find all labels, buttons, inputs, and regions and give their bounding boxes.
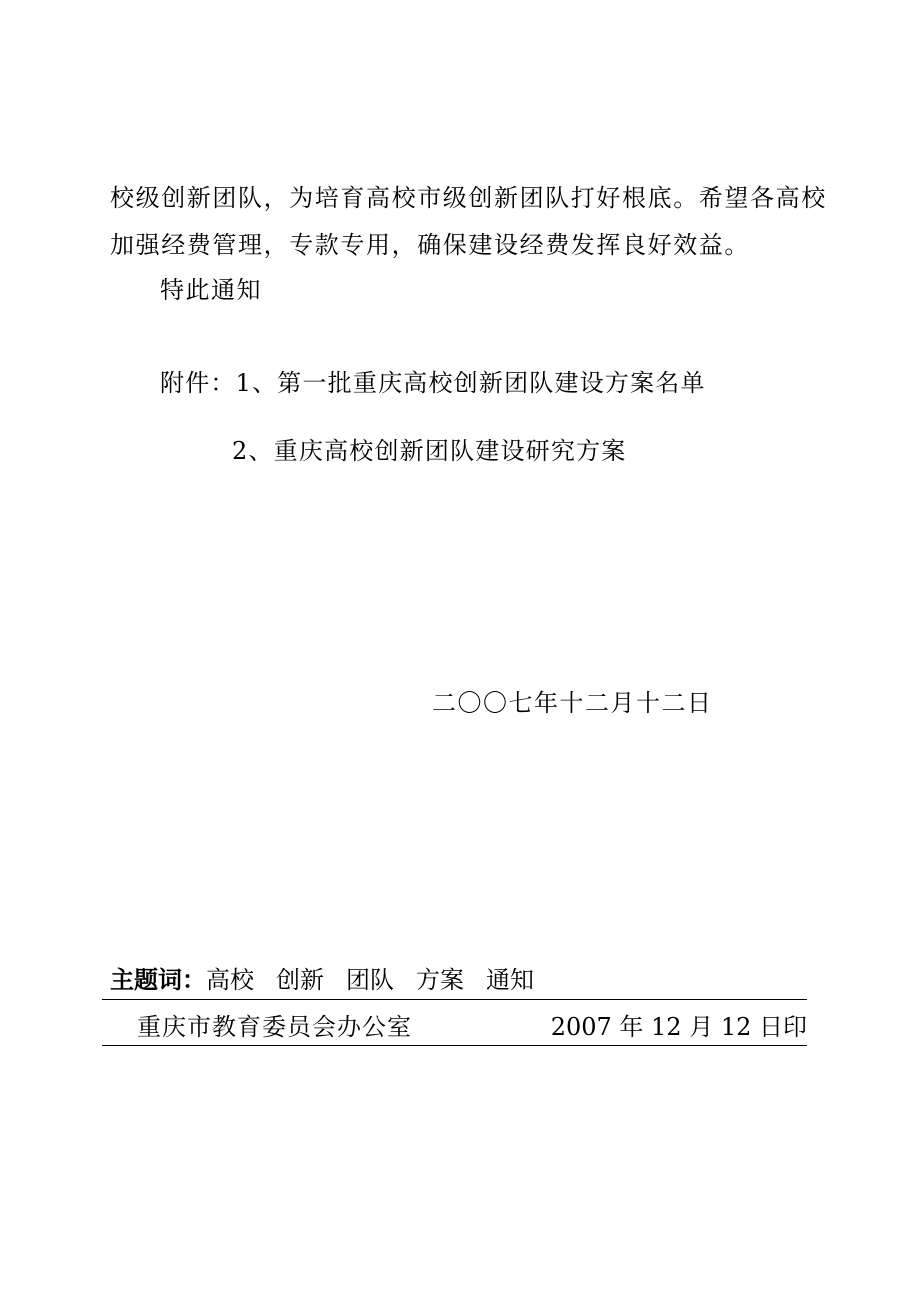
body-paragraph-line-2: 加强经费管理，专款专用，确保建设经费发挥良好效益。 (110, 231, 750, 259)
attachment-item-1: 附件：1、第一批重庆高校创新团队建设方案名单 (160, 369, 706, 397)
keyword-item: 通知 (486, 966, 534, 994)
document-date: 二〇〇七年十二月十二日 (432, 689, 713, 717)
keyword-item: 方案 (416, 966, 464, 994)
divider-top (102, 999, 807, 1000)
attachment-item-2: 2、重庆高校创新团队建设研究方案 (232, 437, 627, 465)
keywords-label: 主题词： (110, 966, 206, 994)
keyword-item: 团队 (346, 966, 394, 994)
print-date: 2007 年 12 月 12 日印 (550, 1013, 807, 1041)
keyword-item: 创新 (276, 966, 324, 994)
issuer-name: 重庆市教育委员会办公室 (137, 1013, 412, 1041)
subject-keywords (110, 965, 556, 995)
divider-bottom (102, 1045, 807, 1046)
closing-text: 特此通知 (160, 276, 262, 304)
body-paragraph-line-1: 校级创新团队，为培育高校市级创新团队打好根底。希望各高校 (110, 184, 827, 212)
keyword-item: 高校 (206, 966, 254, 994)
